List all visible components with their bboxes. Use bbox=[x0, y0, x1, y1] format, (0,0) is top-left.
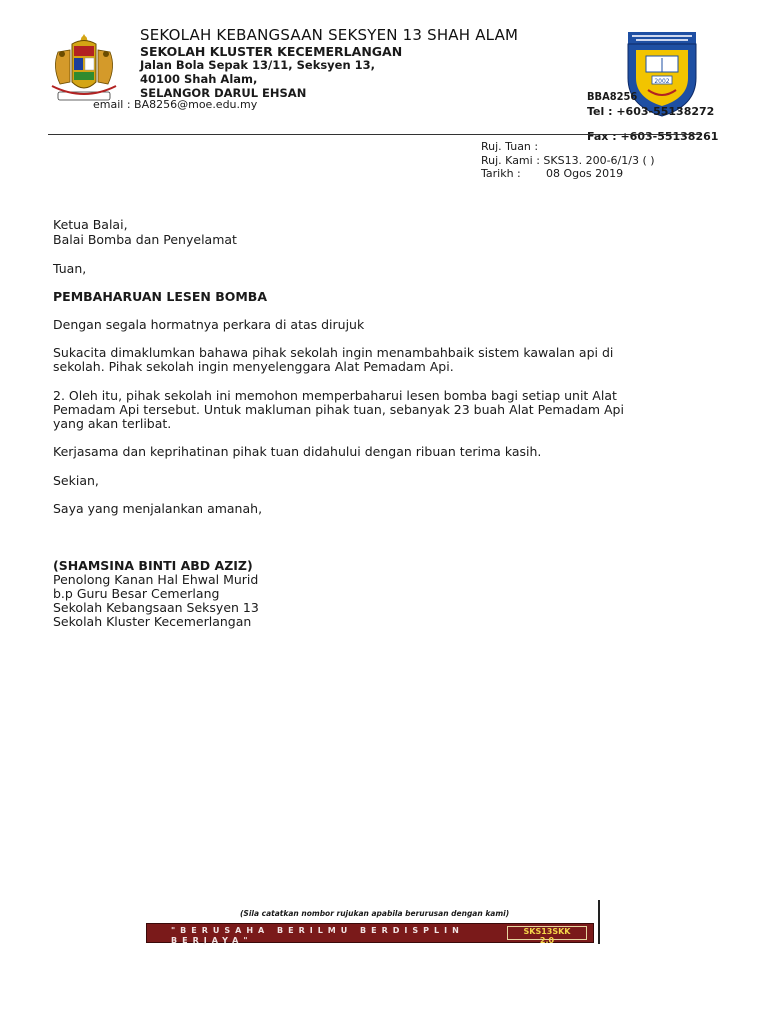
signer-name: (SHAMSINA BINTI ABD AZIZ) bbox=[53, 558, 253, 573]
footer-motto: "BERUSAHA BERILMU BERDISPLIN BERJAYA" bbox=[171, 926, 464, 945]
paragraph-3-line-2: Pemadam Api tersebut. Untuk makluman pihak tuan, sebanyak 23 buah Alat Pemadam Api bbox=[53, 402, 624, 417]
crest-year: 2002 bbox=[654, 78, 670, 85]
ref-tuan: Ruj. Tuan : bbox=[481, 140, 539, 153]
footer-note: (Sila catatkan nombor rujukan apabila berurusan dengan kami) bbox=[240, 909, 510, 918]
subject: PEMBAHARUAN LESEN BOMBA bbox=[53, 289, 268, 304]
paragraph-4: Kerjasama dan keprihatinan pihak tuan didahului dengan ribuan terima kasih. bbox=[53, 444, 542, 459]
signer-title-4: Sekolah Kluster Kecemerlangan bbox=[53, 614, 252, 629]
date-label: Tarikh : bbox=[481, 167, 521, 180]
address-line-1: Jalan Bola Sepak 13/11, Seksyen 13, bbox=[140, 58, 376, 72]
footer-bar bbox=[146, 923, 594, 943]
recipient-line-1: Ketua Balai, bbox=[53, 217, 128, 232]
footer-code-line-1: SKS13SKK bbox=[523, 927, 571, 936]
address-line-3: SELANGOR DARUL EHSAN bbox=[140, 86, 307, 100]
paragraph-3-line-1: 2. Oleh itu, pihak sekolah ini memohon memperbaharui lesen bomba bagi setiap unit Alat bbox=[53, 388, 617, 403]
school-code: BBA8256 bbox=[587, 90, 638, 103]
paragraph-2-line-2: sekolah. Pihak sekolah ingin menyelenggara Alat Pemadam Api. bbox=[53, 359, 454, 374]
salutation: Tuan, bbox=[53, 261, 87, 276]
date-value: 08 Ogos 2019 bbox=[546, 167, 624, 180]
closing-2: Saya yang menjalankan amanah, bbox=[53, 501, 263, 516]
fax: Fax : +603-55138261 bbox=[587, 130, 719, 143]
footer-code-box bbox=[507, 926, 587, 945]
signer-title-2: b.p Guru Besar Cemerlang bbox=[53, 586, 220, 601]
telephone: Tel : +603-55138272 bbox=[587, 105, 715, 118]
header-divider bbox=[48, 134, 700, 135]
cluster-name: SEKOLAH KLUSTER KECEMERLANGAN bbox=[140, 44, 403, 59]
address-line-2: 40100 Shah Alam, bbox=[140, 72, 258, 86]
signer-title-3: Sekolah Kebangsaan Seksyen 13 bbox=[53, 600, 259, 615]
paragraph-3-line-3: yang akan terlibat. bbox=[53, 416, 172, 431]
closing: Sekian, bbox=[53, 473, 99, 488]
ref-kami: Ruj. Kami : SKS13. 200-6/1/3 ( ) bbox=[481, 154, 655, 167]
date-line bbox=[481, 167, 624, 180]
signer-title-1: Penolong Kanan Hal Ehwal Murid bbox=[53, 572, 259, 587]
school-name: SEKOLAH KEBANGSAAN SEKSYEN 13 SHAH ALAM bbox=[140, 26, 519, 44]
recipient-line-2: Balai Bomba dan Penyelamat bbox=[53, 232, 237, 247]
footer-vertical-rule bbox=[598, 900, 600, 944]
paragraph-1: Dengan segala hormatnya perkara di atas dirujuk bbox=[53, 317, 365, 332]
footer-code-line-2: 2.0 bbox=[539, 936, 555, 945]
paragraph-2-line-1: Sukacita dimaklumkan bahawa pihak sekolah ingin menambahbaik sistem kawalan api di bbox=[53, 345, 614, 360]
email-text: email : BA8256@moe.edu.my bbox=[93, 98, 258, 111]
